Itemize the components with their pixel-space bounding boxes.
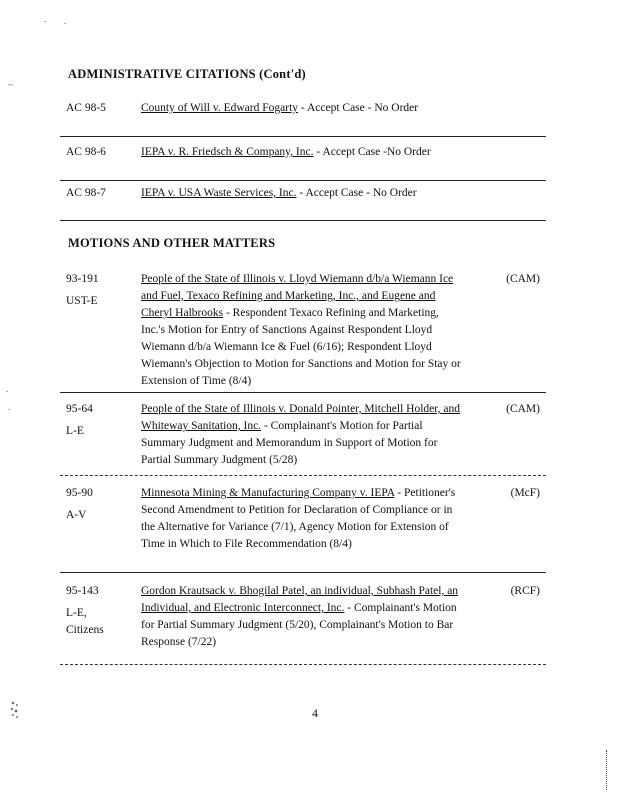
scan-speck: . [8,402,11,412]
motion-entry [66,485,546,565]
motions-heading: MOTIONS AND OTHER MATTERS [68,236,276,250]
docket-category: L-E, [66,607,87,619]
attorney-tag: (RCF) [510,585,540,597]
scan-mark-icon [8,698,22,720]
docket-category: L-E [66,425,84,437]
attorney-tag: (CAM) [506,273,540,285]
divider [60,475,546,476]
case-title: People of the State of Illinois v. Donald Pointer, Mitchell Holder, and Whiteway Sanitation, Inc. [141,403,460,432]
case-title: Gordon Krautsack v. Bhogilal Patel, an individual, Subhash Patel, an Individual, and Electronic Interconnect, Inc. [141,585,459,614]
case-action: - Complainant's Motion for Partial Summary Judgment (5/20), Complainant's Motion to Bar Response (7/22) [141,602,457,648]
docket-category: Citizens [66,624,104,636]
scan-speck: . [64,16,67,26]
docket-number: AC 98-6 [66,146,106,158]
attorney-tag: (McF) [510,487,540,499]
docket-number: 95-143 [66,585,99,597]
case-action: - Accept Case -No Order [313,146,431,158]
docket-number: 95-90 [66,487,93,499]
docket-category: A-V [66,509,87,521]
scan-edge-line [606,750,608,790]
attorney-tag: (CAM) [506,403,540,415]
scan-speck: ~ [8,80,13,90]
motion-entry [66,583,546,663]
divider [60,392,546,393]
case-title: IEPA v. USA Waste Services, Inc. [141,187,297,199]
docket-number: 93-191 [66,273,99,285]
case-action: - Complainant's Motion for Partial Summary Judgment and Memorandum in Support of Motion for Partial Summary Judgment (5/28) [141,420,438,466]
motion-entry [66,401,546,466]
divider [60,664,546,665]
scan-speck: . [6,384,9,394]
case-title: County of Will v. Edward Fogarty [141,102,299,114]
case-action: - Petitioner's Second Amendment to Petition for Declaration of Compliance or in the Alternative for Variance (7/1), Agency Motion for Extension of Time in Which to File Recommendation (8/4) [141,487,456,550]
docket-category: UST-E [66,295,98,307]
case-title: People of the State of Illinois v. Lloyd Wiemann d/b/a Wiemann Ice and Fuel, Texaco Refining and Marketing, Inc., and Eugene and Cheryl Halbrooks [141,273,454,319]
divider [60,572,546,573]
case-action: - Respondent Texaco Refining and Marketing, Inc.'s Motion for Entry of Sanctions Against Respondent Lloyd Wiemann d/b/a Wiemann Ice & Fuel (6/16); Respondent Lloyd Wiemann's Objection to Motion for Sanctions and Motion for Stay or Extension of Time (8/4) [141,307,461,387]
docket-number: 95-64 [66,403,93,415]
case-action: - Accept Case - No Order [298,102,419,114]
docket-number: AC 98-7 [66,187,106,199]
divider [60,136,546,137]
admin-citations-heading: ADMINISTRATIVE CITATIONS (Cont'd) [68,67,306,81]
motion-entry [66,271,546,387]
case-title: Minnesota Mining & Manufacturing Company v. IEPA [141,487,395,499]
divider [60,220,546,221]
page-number: 4 [312,706,318,720]
scan-speck: . [44,14,47,24]
docket-number: AC 98-5 [66,102,106,114]
case-title: IEPA v. R. Friedsch & Company, Inc. [141,146,314,158]
divider [60,180,546,181]
case-action: - Accept Case - No Order [296,187,417,199]
